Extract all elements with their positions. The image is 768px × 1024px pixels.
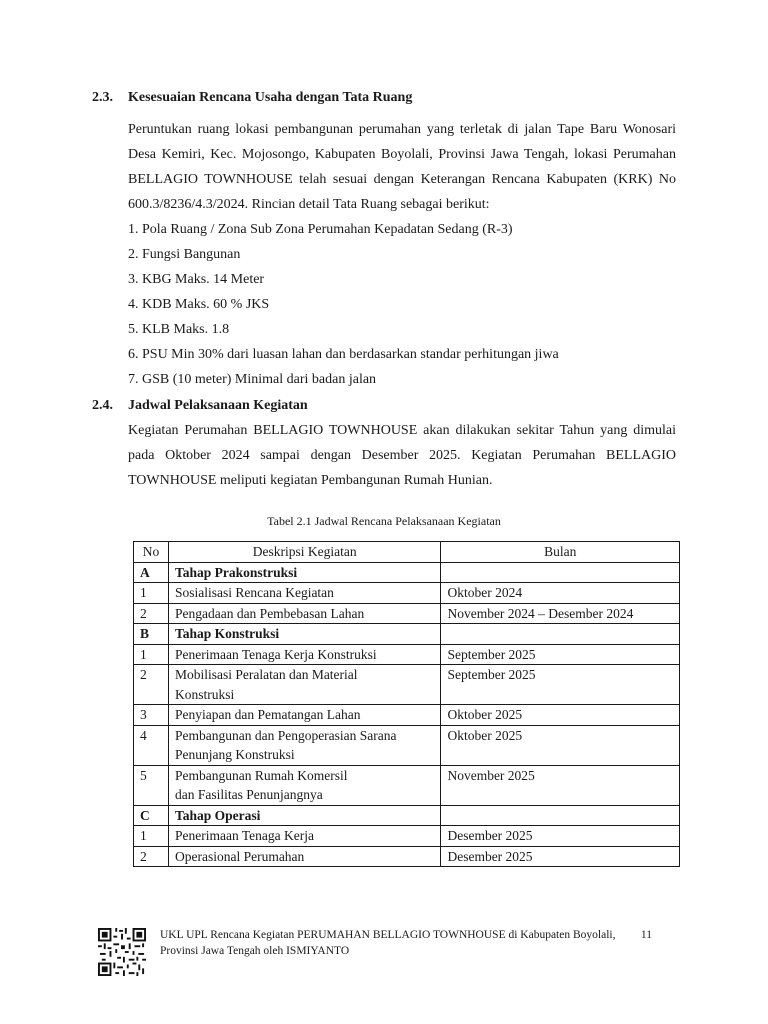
table-row <box>134 665 680 705</box>
cell-description: Mobilisasi Peralatan dan Material Konstruksi <box>168 665 440 705</box>
cell-month: November 2025 <box>441 765 680 805</box>
cell-month: September 2025 <box>441 665 680 705</box>
list-item: 3. KBG Maks. 14 Meter <box>128 272 265 287</box>
list-item: 4. KDB Maks. 60 % JKS <box>128 297 270 312</box>
section-2-3-paragraph: Peruntukan ruang lokasi pembangunan perumahan yang terletak di jalan Tape Baru Wonosari Desa Kemiri, Kec. Mojosongo, Kabupaten Boyolali, Provinsi Jawa Tengah, lokasi Perumahan BELLAGIO TOWNHOUSE telah sesuai dengan Keterangan Rencana Kabupaten (KRK) No 600.3/8236/4.3/2024. Rincian detail Tata Ruang sebagai berikut: <box>128 122 676 212</box>
cell-no: 2 <box>134 846 169 867</box>
section-2-4-paragraph: Kegiatan Perumahan BELLAGIO TOWNHOUSE akan dilakukan sekitar Tahun yang dimulai pada Oktober 2024 sampai dengan Desember 2025. Kegiatan Perumahan BELLAGIO TOWNHOUSE meliputi kegiatan Pembangunan Rumah Hunian. <box>128 423 676 488</box>
cell-description: Penerimaan Tenaga Kerja Konstruksi <box>168 644 440 665</box>
schedule-table <box>133 541 680 867</box>
tata-ruang-list <box>128 217 676 392</box>
qr-code-icon <box>98 928 146 976</box>
table-row <box>134 846 680 867</box>
section-number: 2.4. <box>92 398 113 413</box>
table-row <box>134 826 680 847</box>
cell-month: Oktober 2025 <box>441 725 680 765</box>
cell-no: A <box>134 562 169 583</box>
cell-description: Sosialisasi Rencana Kegiatan <box>168 583 440 604</box>
cell-month: September 2025 <box>441 644 680 665</box>
list-item: 1. Pola Ruang / Zona Sub Zona Perumahan Kepadatan Sedang (R-3) <box>128 222 513 237</box>
cell-description: Pembangunan dan Pengoperasian Sarana Penunjang Konstruksi <box>168 725 440 765</box>
cell-description: Tahap Prakonstruksi <box>168 562 440 583</box>
table-header-row <box>134 542 680 563</box>
cell-month: Oktober 2025 <box>441 705 680 726</box>
section-title: Kesesuaian Rencana Usaha dengan Tata Ruang <box>128 90 413 105</box>
table-row <box>134 583 680 604</box>
section-2-3-heading <box>92 89 412 107</box>
cell-no: B <box>134 624 169 645</box>
cell-no: 2 <box>134 603 169 624</box>
cell-no: 2 <box>134 665 169 705</box>
cell-description: Operasional Perumahan <box>168 846 440 867</box>
table-section-row <box>134 805 680 826</box>
table-section-row <box>134 562 680 583</box>
table-caption: Tabel 2.1 Jadwal Rencana Pelaksanaan Kegiatan <box>267 514 501 528</box>
cell-description: Tahap Operasi <box>168 805 440 826</box>
header-no: No <box>134 542 169 563</box>
cell-month: Desember 2025 <box>441 826 680 847</box>
table-section-row <box>134 624 680 645</box>
cell-month: Desember 2025 <box>441 846 680 867</box>
section-number: 2.3. <box>92 90 113 105</box>
header-description: Deskripsi Kegiatan <box>168 542 440 563</box>
cell-description: Penerimaan Tenaga Kerja <box>168 826 440 847</box>
page-footer <box>160 927 660 959</box>
cell-description: Penyiapan dan Pematangan Lahan <box>168 705 440 726</box>
cell-no: C <box>134 805 169 826</box>
cell-no: 3 <box>134 705 169 726</box>
cell-month: Oktober 2024 <box>441 583 680 604</box>
list-item: 7. GSB (10 meter) Minimal dari badan jalan <box>128 372 377 387</box>
list-item: 2. Fungsi Bangunan <box>128 247 241 262</box>
footer-line-2: Provinsi Jawa Tengah oleh ISMIYANTO <box>160 945 350 957</box>
cell-no: 1 <box>134 644 169 665</box>
footer-line-1: UKL UPL Rencana Kegiatan PERUMAHAN BELLAGIO TOWNHOUSE di Kabupaten Boyolali, <box>160 929 616 941</box>
cell-no: 5 <box>134 765 169 805</box>
table-row <box>134 725 680 765</box>
table-row <box>134 765 680 805</box>
cell-month <box>441 624 680 645</box>
cell-month <box>441 562 680 583</box>
header-month: Bulan <box>441 542 680 563</box>
cell-description: Tahap Konstruksi <box>168 624 440 645</box>
section-title: Jadwal Pelaksanaan Kegiatan <box>128 398 308 413</box>
table-row <box>134 603 680 624</box>
section-2-4-heading <box>92 397 308 415</box>
table-row <box>134 705 680 726</box>
cell-no: 1 <box>134 583 169 604</box>
list-item: 5. KLB Maks. 1.8 <box>128 322 230 337</box>
cell-month <box>441 805 680 826</box>
cell-no: 4 <box>134 725 169 765</box>
cell-description: Pembangunan Rumah Komersil dan Fasilitas Penunjangnya <box>168 765 440 805</box>
page-number: 11 <box>640 929 652 941</box>
table-row <box>134 644 680 665</box>
cell-no: 1 <box>134 826 169 847</box>
list-item: 6. PSU Min 30% dari luasan lahan dan berdasarkan standar perhitungan jiwa <box>128 347 559 362</box>
cell-description: Pengadaan dan Pembebasan Lahan <box>168 603 440 624</box>
cell-month: November 2024 – Desember 2024 <box>441 603 680 624</box>
